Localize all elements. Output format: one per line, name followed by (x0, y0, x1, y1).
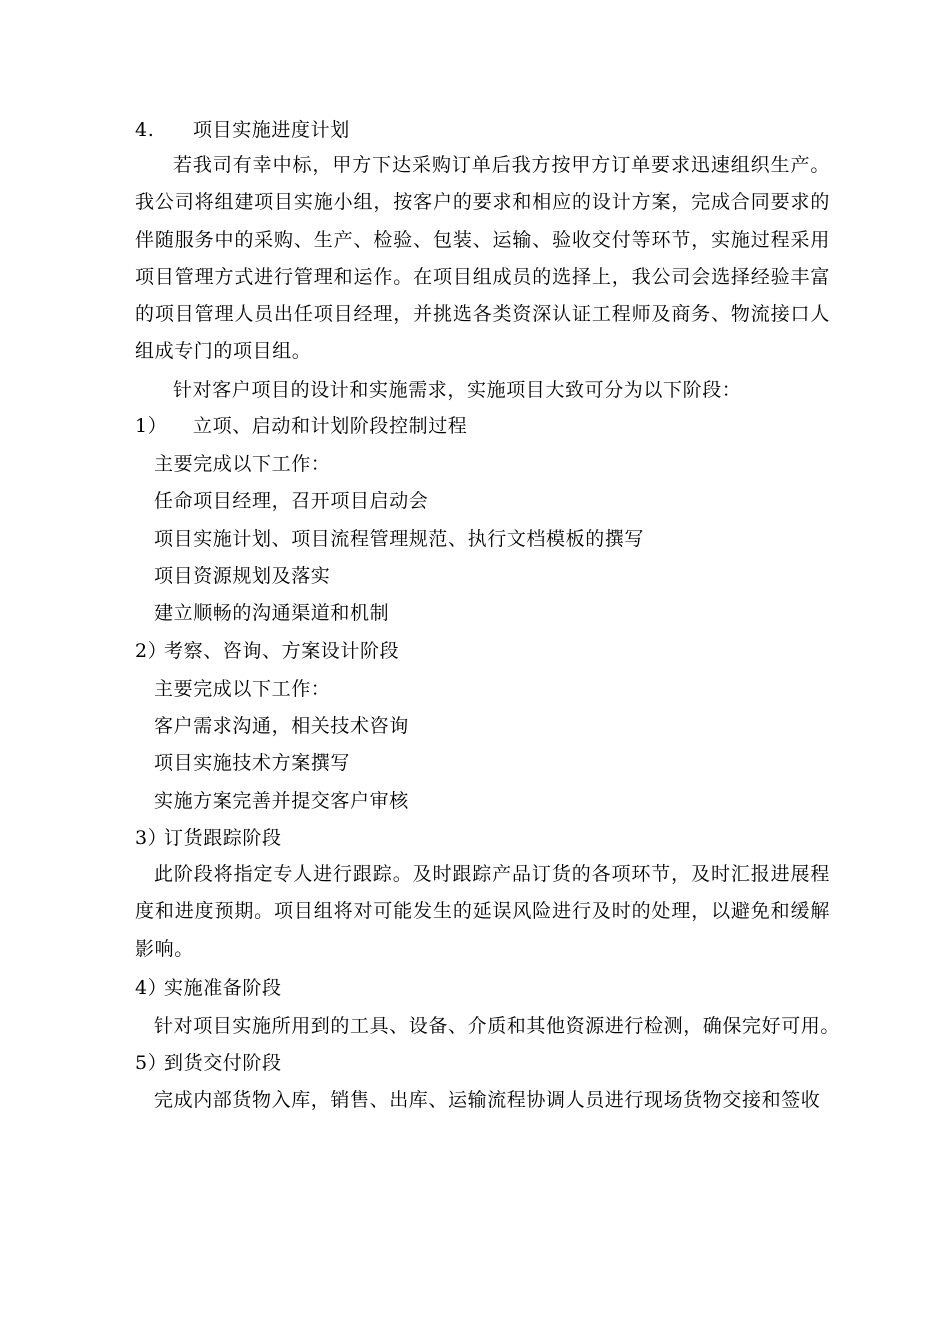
phase-4-title: 实施准备阶段 (164, 977, 282, 999)
phase-2-item: 客户需求沟通，相关技术咨询 (154, 715, 409, 737)
phase-1-heading (135, 413, 467, 439)
phase-2-heading (135, 638, 399, 664)
phase-1-number: 1） (135, 415, 168, 437)
phase-2-number: 2） (135, 640, 168, 662)
phase-4-heading (135, 975, 282, 1001)
lead-sentence: 针对客户项目的设计和实施需求，实施项目大致可分为以下阶段： (173, 379, 742, 401)
phase-4-number: 4） (135, 977, 168, 999)
phase-1-item: 项目资源规划及落实 (154, 565, 331, 587)
phase-5-title: 到货交付阶段 (164, 1052, 282, 1074)
phase-1-title: 立项、启动和计划阶段控制过程 (193, 415, 468, 437)
phase-2-item: 实施方案完善并提交客户审核 (154, 790, 409, 812)
phase-3-heading (135, 825, 282, 851)
phase-5-body: 完成内部货物入库，销售、出库、运输流程协调人员进行现场货物交接和签收 (154, 1089, 821, 1111)
phase-1-item: 建立顺畅的沟通渠道和机制 (154, 602, 390, 624)
section-number: 4. (135, 119, 155, 141)
phase-5-heading (135, 1050, 282, 1076)
phase-1-item: 项目实施计划、项目流程管理规范、执行文档模板的撰写 (154, 528, 645, 550)
phase-2-title: 考察、咨询、方案设计阶段 (164, 640, 400, 662)
phase-3-body: 此阶段将指定专人进行跟踪。及时跟踪产品订货的各项环节，及时汇报进展程度和进度预期。项目组将对可能发生的延误风险进行及时的处理，以避免和缓解影响。 (135, 863, 830, 960)
phase-3-number: 3） (135, 827, 168, 849)
section-heading (135, 117, 350, 143)
phase-5-number: 5） (135, 1052, 168, 1074)
phase-3-title: 订货跟踪阶段 (164, 827, 282, 849)
phase-4-body: 针对项目实施所用到的工具、设备、介质和其他资源进行检测，确保完好可用。 (154, 1015, 841, 1037)
phase-2-subheading: 主要完成以下工作： (154, 678, 331, 700)
phase-2-item: 项目实施技术方案撰写 (154, 752, 351, 774)
section-title: 项目实施进度计划 (193, 119, 350, 141)
phase-1-item: 任命项目经理，召开项目启动会 (154, 490, 429, 512)
intro-paragraph: 若我司有幸中标，甲方下达采购订单后我方按甲方订单要求迅速组织生产。我公司将组建项目实施小组，按客户的要求和相应的设计方案，完成合同要求的伴随服务中的采购、生产、检验、包装、运输、验收交付等环节，实施过程采用项目管理方式进行管理和运作。在项目组成员的选择上，我公司会选择经验丰富的项目管理人员出任项目经理，并挑选各类资深认证工程师及商务、物流接口人组成专门的项目组。 (135, 154, 830, 363)
phase-1-subheading: 主要完成以下工作： (154, 453, 331, 475)
